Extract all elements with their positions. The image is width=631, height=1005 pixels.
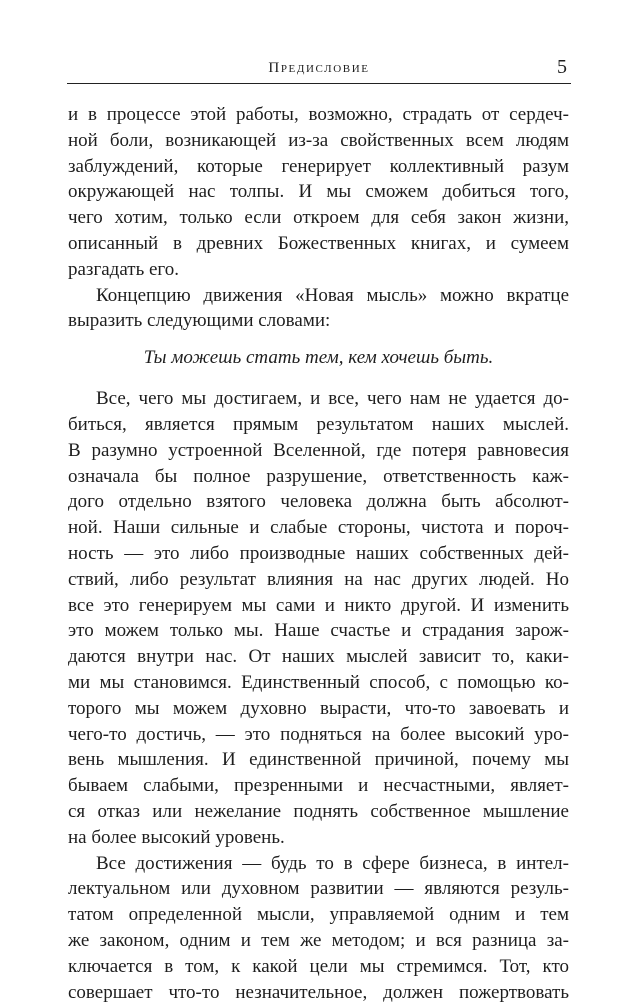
chapter-title: Предисловие xyxy=(67,60,571,77)
text-line: окружающей нас толпы. И мы сможем добиться того, xyxy=(68,179,569,205)
text-line: чего-то достичь, — это подняться на более высокий уро- xyxy=(68,722,569,748)
text-line: татом определенной мысли, управляемой одним и тем xyxy=(68,902,569,928)
text-line: В разумно устроенной Вселенной, где потеря равновесия xyxy=(68,438,569,464)
text-line: торого мы можем духовно вырасти, что-то завоевать и xyxy=(68,696,569,722)
text-line: ность — это либо производные наших собственных дей- xyxy=(68,541,569,567)
text-line: ся отказ или нежелание поднять собственное мышление xyxy=(68,799,569,825)
text-line: ной боли, возникающей из-за свойственных всем людям xyxy=(68,128,569,154)
text-line: же законом, одним и тем же методом; и вся разница за- xyxy=(68,928,569,954)
body-text xyxy=(68,102,569,1005)
text-line: это можем только мы. Наше счастье и страдания зарож- xyxy=(68,618,569,644)
text-line: ной. Наши сильные и слабые стороны, чистота и пороч- xyxy=(68,515,569,541)
text-line: ключается в том, к какой цели мы стремимся. Тот, кто xyxy=(68,954,569,980)
epigraph: Ты можешь стать тем, кем хочешь быть. xyxy=(68,345,569,371)
running-header xyxy=(67,56,571,86)
text-line: дого отдельно взятого человека должна быть абсолют- xyxy=(68,489,569,515)
text-line: даются внутри нас. От наших мыслей зависит то, каки- xyxy=(68,644,569,670)
text-line: ми мы становимся. Единственный способ, с помощью ко- xyxy=(68,670,569,696)
text-line: все это генерируем мы сами и никто другой. И изменить xyxy=(68,593,569,619)
text-line: Концепцию движения «Новая мысль» можно вкратце xyxy=(68,283,569,309)
text-line: лектуальном или духовном развитии — являются резуль- xyxy=(68,876,569,902)
text-line: ствий, либо результат влияния на нас других людей. Но xyxy=(68,567,569,593)
text-line: вень мышления. И единственной причиной, почему мы xyxy=(68,747,569,773)
page-number: 5 xyxy=(557,56,567,79)
text-line: разгадать его. xyxy=(68,257,569,283)
text-line: описанный в древних Божественных книгах, и сумеем xyxy=(68,231,569,257)
text-line: заблуждений, которые генерирует коллективный разум xyxy=(68,154,569,180)
text-line: и в процессе этой работы, возможно, страдать от сердеч- xyxy=(68,102,569,128)
text-line: чего хотим, только если откроем для себя закон жизни, xyxy=(68,205,569,231)
text-line: на более высокий уровень. xyxy=(68,825,569,851)
text-line: выразить следующими словами: xyxy=(68,308,569,334)
text-line: биться, является прямым результатом наших мыслей. xyxy=(68,412,569,438)
header-rule xyxy=(67,83,571,84)
text-line: бываем слабыми, презренными и несчастными, являет- xyxy=(68,773,569,799)
text-line: Все достижения — будь то в сфере бизнеса, в интел- xyxy=(68,851,569,877)
text-line: совершает что-то незначительное, должен пожертвовать xyxy=(68,980,569,1005)
text-line: означала бы полное разрушение, ответственность каж- xyxy=(68,464,569,490)
text-line: Все, чего мы достигаем, и все, чего нам не удается до- xyxy=(68,386,569,412)
